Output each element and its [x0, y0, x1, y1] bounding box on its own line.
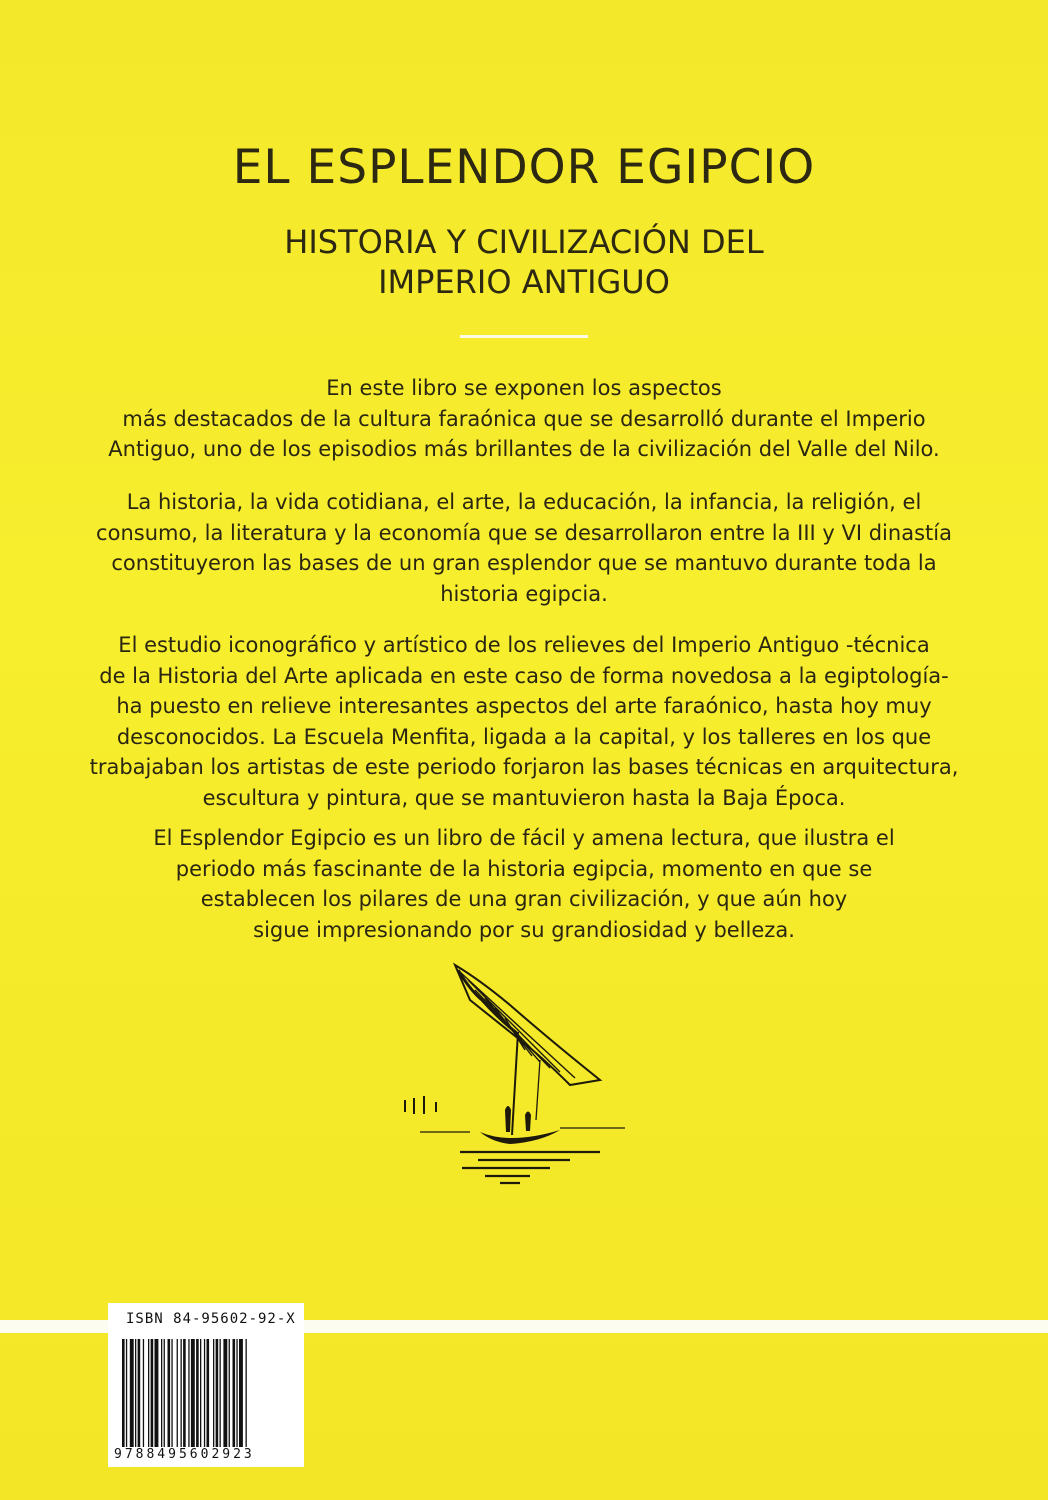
blurb-paragraph-1: En este libro se exponen los aspectos más destacados de la cultura faraónica que se desarrolló durante el Imperio Antiguo, uno de los episodios más brillantes de la civilización del Valle del Nilo.	[108, 376, 940, 461]
ean-digits: 9788495602923	[114, 1447, 255, 1462]
subtitle-line-1: HISTORIA Y CIVILIZACIÓN DEL	[284, 223, 764, 261]
book-subtitle	[0, 222, 1048, 302]
blurb-paragraph-4: El Esplendor Egipcio es un libro de fácil y amena lectura, que ilustra el periodo más fascinante de la historia egipcia, momento en que se establecen los pilares de una gran civilización, y que aún hoy sigue impresionando por su grandiosidad y belleza.	[153, 826, 895, 942]
isbn-label: ISBN 84-95602-92-X	[126, 1311, 296, 1327]
barcode-block	[108, 1303, 304, 1467]
barcode-icon	[122, 1339, 294, 1447]
felucca-sailboat-icon	[400, 960, 640, 1190]
blurb-paragraph-3: El estudio iconográfico y artístico de los relieves del Imperio Antiguo -técnica de la Historia del Arte aplicada en este caso de forma novedosa a la egiptología- ha puesto en relieve interesantes aspectos del arte faraónico, hasta hoy muy desconocidos. La Escuela Menfita, ligada a la capital, y los talleres en los que trabajaban los artistas de este periodo forjaron las bases técnicas en arquitectura, escultura y pintura, que se mantuvieron hasta la Baja Época.	[89, 633, 959, 810]
blurb-paragraph-2: La historia, la vida cotidiana, el arte, la educación, la infancia, la religión, el consumo, la literatura y la economía que se desarrollaron entre la III y VI dinastía constituyeron las bases de un gran esplendor que se mantuvo durante toda la historia egipcia.	[96, 490, 952, 606]
divider-rule	[460, 335, 588, 338]
book-title: EL ESPLENDOR EGIPCIO	[232, 140, 816, 195]
subtitle-line-2: IMPERIO ANTIGUO	[378, 263, 670, 301]
